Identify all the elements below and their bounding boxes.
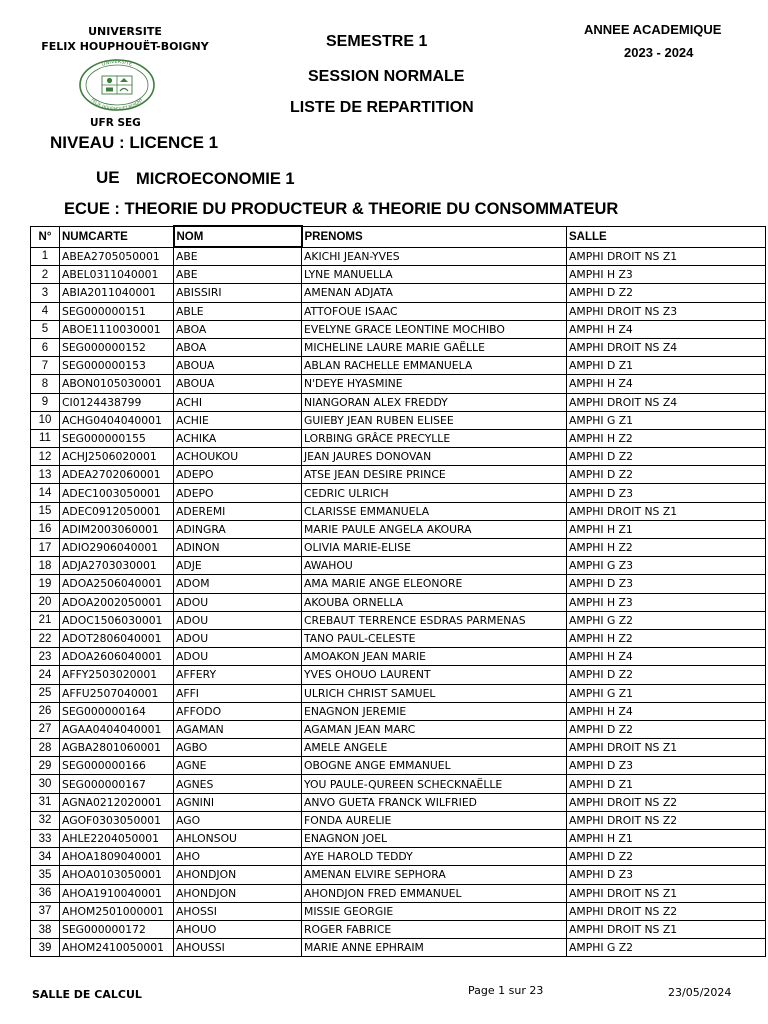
cell-salle: AMPHI D Z1 bbox=[567, 357, 766, 375]
cell-row-number: 13 bbox=[31, 466, 60, 484]
cell-prenoms: AMENAN ELVIRE SEPHORA bbox=[302, 866, 567, 884]
cell-row-number: 34 bbox=[31, 848, 60, 866]
cell-salle: AMPHI G Z2 bbox=[567, 611, 766, 629]
table-row bbox=[31, 357, 766, 375]
cell-numcarte: ADEA2702060001 bbox=[60, 466, 174, 484]
cell-prenoms: AYE HAROLD TEDDY bbox=[302, 848, 567, 866]
cell-salle: AMPHI D Z2 bbox=[567, 284, 766, 302]
university-name bbox=[30, 24, 220, 54]
cell-numcarte: ABON0105030001 bbox=[60, 375, 174, 393]
semestre-title: SEMESTRE 1 bbox=[326, 33, 428, 50]
cell-numcarte: ABEA2705050001 bbox=[60, 247, 174, 266]
cell-salle: AMPHI DROIT NS Z4 bbox=[567, 338, 766, 356]
cell-prenoms: AKICHI JEAN-YVES bbox=[302, 247, 567, 266]
cell-numcarte: ACHJ2506020001 bbox=[60, 448, 174, 466]
cell-salle: AMPHI D Z3 bbox=[567, 866, 766, 884]
cell-prenoms: MISSIE GEORGIE bbox=[302, 902, 567, 920]
cell-nom: ADOU bbox=[174, 629, 302, 647]
column-header-number: N° bbox=[31, 226, 60, 247]
cell-nom: ABOA bbox=[174, 320, 302, 338]
table-row bbox=[31, 884, 766, 902]
cell-nom: AFFI bbox=[174, 684, 302, 702]
cell-salle: AMPHI DROIT NS Z1 bbox=[567, 884, 766, 902]
table-row bbox=[31, 775, 766, 793]
annee-value: 2023 - 2024 bbox=[624, 45, 694, 60]
cell-nom: AHOUO bbox=[174, 920, 302, 938]
cell-prenoms: EVELYNE GRACE LEONTINE MOCHIBO bbox=[302, 320, 567, 338]
cell-numcarte: ADIM2003060001 bbox=[60, 520, 174, 538]
cell-row-number: 3 bbox=[31, 284, 60, 302]
cell-nom: AGNE bbox=[174, 757, 302, 775]
cell-nom: ABOUA bbox=[174, 375, 302, 393]
cell-numcarte: ADOA2002050001 bbox=[60, 593, 174, 611]
cell-salle: AMPHI G Z2 bbox=[567, 939, 766, 957]
cell-nom: AFFODO bbox=[174, 702, 302, 720]
table-row bbox=[31, 793, 766, 811]
table-row bbox=[31, 684, 766, 702]
cell-salle: AMPHI H Z2 bbox=[567, 629, 766, 647]
table-row bbox=[31, 320, 766, 338]
cell-nom: AGNES bbox=[174, 775, 302, 793]
cell-prenoms: AMA MARIE ANGE ELEONORE bbox=[302, 575, 567, 593]
cell-row-number: 29 bbox=[31, 757, 60, 775]
university-seal-icon bbox=[78, 58, 156, 112]
table-row bbox=[31, 720, 766, 738]
cell-numcarte: AHOA1910040001 bbox=[60, 884, 174, 902]
cell-nom: AGO bbox=[174, 811, 302, 829]
table-row bbox=[31, 338, 766, 356]
cell-numcarte: ADJA2703030001 bbox=[60, 557, 174, 575]
cell-numcarte: ADOA2506040001 bbox=[60, 575, 174, 593]
cell-salle: AMPHI G Z1 bbox=[567, 684, 766, 702]
cell-salle: AMPHI D Z1 bbox=[567, 775, 766, 793]
cell-nom: AHLONSOU bbox=[174, 830, 302, 848]
cell-nom: ADEPO bbox=[174, 466, 302, 484]
table-row bbox=[31, 866, 766, 884]
cell-row-number: 20 bbox=[31, 593, 60, 611]
cell-prenoms: AMELE ANGELE bbox=[302, 739, 567, 757]
table-row bbox=[31, 902, 766, 920]
cell-prenoms: LORBING GRÂCE PRECYLLE bbox=[302, 429, 567, 447]
cell-salle: AMPHI H Z4 bbox=[567, 375, 766, 393]
cell-numcarte: ADEC0912050001 bbox=[60, 502, 174, 520]
cell-prenoms: ATTOFOUE ISAAC bbox=[302, 302, 567, 320]
cell-row-number: 31 bbox=[31, 793, 60, 811]
cell-nom: AHOSSI bbox=[174, 902, 302, 920]
table-row bbox=[31, 575, 766, 593]
table-row bbox=[31, 811, 766, 829]
cell-numcarte: CI0124438799 bbox=[60, 393, 174, 411]
cell-prenoms: CEDRIC ULRICH bbox=[302, 484, 567, 502]
cell-numcarte: ADIO2906040001 bbox=[60, 539, 174, 557]
cell-row-number: 1 bbox=[31, 247, 60, 266]
cell-nom: ADOM bbox=[174, 575, 302, 593]
session-title: SESSION NORMALE bbox=[308, 68, 465, 85]
cell-numcarte: SEG000000167 bbox=[60, 775, 174, 793]
cell-row-number: 8 bbox=[31, 375, 60, 393]
table-row bbox=[31, 648, 766, 666]
cell-salle: AMPHI DROIT NS Z1 bbox=[567, 247, 766, 266]
table-row bbox=[31, 411, 766, 429]
cell-numcarte: ADOA2606040001 bbox=[60, 648, 174, 666]
cell-prenoms: CREBAUT TERRENCE ESDRAS PARMENAS bbox=[302, 611, 567, 629]
cell-salle: AMPHI DROIT NS Z2 bbox=[567, 793, 766, 811]
cell-prenoms: MARIE ANNE EPHRAIM bbox=[302, 939, 567, 957]
cell-nom: AHOUSSI bbox=[174, 939, 302, 957]
table-header-row bbox=[31, 226, 766, 247]
ufr-label: UFR SEG bbox=[90, 117, 141, 129]
cell-prenoms: AMOAKON JEAN MARIE bbox=[302, 648, 567, 666]
cell-prenoms: LYNE MANUELLA bbox=[302, 266, 567, 284]
cell-nom: AGAMAN bbox=[174, 720, 302, 738]
liste-title: LISTE DE REPARTITION bbox=[290, 99, 474, 116]
cell-row-number: 6 bbox=[31, 338, 60, 356]
cell-nom: AFFERY bbox=[174, 666, 302, 684]
table-row bbox=[31, 848, 766, 866]
cell-nom: ADEREMI bbox=[174, 502, 302, 520]
cell-row-number: 27 bbox=[31, 720, 60, 738]
cell-salle: AMPHI DROIT NS Z1 bbox=[567, 739, 766, 757]
cell-numcarte: ACHG0404040001 bbox=[60, 411, 174, 429]
cell-prenoms: N'DEYE HYASMINE bbox=[302, 375, 567, 393]
cell-salle: AMPHI D Z2 bbox=[567, 848, 766, 866]
university-line-1: UNIVERSITE bbox=[88, 25, 162, 38]
cell-numcarte: SEG000000166 bbox=[60, 757, 174, 775]
cell-nom: ADOU bbox=[174, 648, 302, 666]
table-row bbox=[31, 629, 766, 647]
cell-nom: ACHIKA bbox=[174, 429, 302, 447]
cell-nom: AGNINI bbox=[174, 793, 302, 811]
cell-prenoms: ABLAN RACHELLE EMMANUELA bbox=[302, 357, 567, 375]
cell-salle: AMPHI H Z4 bbox=[567, 648, 766, 666]
cell-row-number: 24 bbox=[31, 666, 60, 684]
cell-numcarte: SEG000000155 bbox=[60, 429, 174, 447]
cell-row-number: 7 bbox=[31, 357, 60, 375]
cell-salle: AMPHI D Z3 bbox=[567, 575, 766, 593]
table-row bbox=[31, 557, 766, 575]
cell-salle: AMPHI H Z3 bbox=[567, 593, 766, 611]
cell-row-number: 22 bbox=[31, 629, 60, 647]
cell-salle: AMPHI DROIT NS Z3 bbox=[567, 302, 766, 320]
cell-numcarte: SEG000000172 bbox=[60, 920, 174, 938]
cell-salle: AMPHI H Z3 bbox=[567, 266, 766, 284]
cell-numcarte: AGOF0303050001 bbox=[60, 811, 174, 829]
cell-prenoms: AKOUBA ORNELLA bbox=[302, 593, 567, 611]
table-body bbox=[31, 247, 766, 957]
cell-prenoms: MICHELINE LAURE MARIE GAËLLE bbox=[302, 338, 567, 356]
cell-row-number: 15 bbox=[31, 502, 60, 520]
cell-row-number: 14 bbox=[31, 484, 60, 502]
cell-salle: AMPHI DROIT NS Z2 bbox=[567, 902, 766, 920]
cell-prenoms: OBOGNE ANGE EMMANUEL bbox=[302, 757, 567, 775]
cell-prenoms: ATSE JEAN DESIRE PRINCE bbox=[302, 466, 567, 484]
cell-nom: ABISSIRI bbox=[174, 284, 302, 302]
table-row bbox=[31, 739, 766, 757]
cell-nom: ADEPO bbox=[174, 484, 302, 502]
cell-row-number: 2 bbox=[31, 266, 60, 284]
table-row bbox=[31, 920, 766, 938]
cell-salle: AMPHI H Z4 bbox=[567, 702, 766, 720]
cell-nom: ABE bbox=[174, 247, 302, 266]
cell-row-number: 21 bbox=[31, 611, 60, 629]
cell-nom: ABLE bbox=[174, 302, 302, 320]
cell-row-number: 25 bbox=[31, 684, 60, 702]
cell-row-number: 32 bbox=[31, 811, 60, 829]
cell-prenoms: AMENAN ADJATA bbox=[302, 284, 567, 302]
cell-salle: AMPHI DROIT NS Z1 bbox=[567, 920, 766, 938]
cell-prenoms: MARIE PAULE ANGELA AKOURA bbox=[302, 520, 567, 538]
table-row bbox=[31, 284, 766, 302]
cell-prenoms: JEAN JAURES DONOVAN bbox=[302, 448, 567, 466]
cell-salle: AMPHI DROIT NS Z2 bbox=[567, 811, 766, 829]
cell-numcarte: AHOM2501000001 bbox=[60, 902, 174, 920]
cell-row-number: 12 bbox=[31, 448, 60, 466]
cell-salle: AMPHI G Z3 bbox=[567, 557, 766, 575]
cell-prenoms: NIANGORAN ALEX FREDDY bbox=[302, 393, 567, 411]
cell-nom: ACHIE bbox=[174, 411, 302, 429]
cell-salle: AMPHI H Z2 bbox=[567, 429, 766, 447]
table-row bbox=[31, 593, 766, 611]
cell-nom: AGBO bbox=[174, 739, 302, 757]
cell-row-number: 19 bbox=[31, 575, 60, 593]
cell-row-number: 16 bbox=[31, 520, 60, 538]
cell-nom: ACHI bbox=[174, 393, 302, 411]
table-row bbox=[31, 502, 766, 520]
column-header-salle: SALLE bbox=[567, 226, 766, 247]
cell-nom: ACHOUKOU bbox=[174, 448, 302, 466]
cell-prenoms: AGAMAN JEAN MARC bbox=[302, 720, 567, 738]
cell-prenoms: ROGER FABRICE bbox=[302, 920, 567, 938]
cell-prenoms: ULRICH CHRIST SAMUEL bbox=[302, 684, 567, 702]
cell-row-number: 36 bbox=[31, 884, 60, 902]
cell-numcarte: ADOT2806040001 bbox=[60, 629, 174, 647]
cell-row-number: 28 bbox=[31, 739, 60, 757]
cell-numcarte: AGBA2801060001 bbox=[60, 739, 174, 757]
cell-row-number: 37 bbox=[31, 902, 60, 920]
cell-row-number: 38 bbox=[31, 920, 60, 938]
cell-numcarte: AHLE2204050001 bbox=[60, 830, 174, 848]
cell-numcarte: SEG000000164 bbox=[60, 702, 174, 720]
cell-numcarte: ABIA2011040001 bbox=[60, 284, 174, 302]
table-row bbox=[31, 466, 766, 484]
table-row bbox=[31, 302, 766, 320]
cell-numcarte: ADEC1003050001 bbox=[60, 484, 174, 502]
table-row bbox=[31, 393, 766, 411]
ecue-title: ECUE : THEORIE DU PRODUCTEUR & THEORIE DU CONSOMMATEUR bbox=[64, 200, 619, 218]
cell-numcarte: AFFU2507040001 bbox=[60, 684, 174, 702]
table-row bbox=[31, 539, 766, 557]
table-row bbox=[31, 448, 766, 466]
cell-numcarte: AFFY2503020001 bbox=[60, 666, 174, 684]
table-row bbox=[31, 702, 766, 720]
cell-salle: AMPHI DROIT NS Z4 bbox=[567, 393, 766, 411]
cell-row-number: 23 bbox=[31, 648, 60, 666]
cell-row-number: 39 bbox=[31, 939, 60, 957]
cell-numcarte: SEG000000152 bbox=[60, 338, 174, 356]
cell-numcarte: ADOC1506030001 bbox=[60, 611, 174, 629]
cell-salle: AMPHI D Z2 bbox=[567, 720, 766, 738]
niveau-label: NIVEAU : LICENCE 1 bbox=[50, 133, 219, 152]
cell-prenoms: FONDA AURELIE bbox=[302, 811, 567, 829]
cell-row-number: 30 bbox=[31, 775, 60, 793]
table-row bbox=[31, 375, 766, 393]
cell-salle: AMPHI DROIT NS Z1 bbox=[567, 502, 766, 520]
cell-salle: AMPHI D Z2 bbox=[567, 448, 766, 466]
table-row bbox=[31, 830, 766, 848]
cell-row-number: 35 bbox=[31, 866, 60, 884]
cell-nom: AHO bbox=[174, 848, 302, 866]
table-row bbox=[31, 247, 766, 266]
ue-value: MICROECONOMIE 1 bbox=[136, 170, 295, 188]
cell-salle: AMPHI H Z2 bbox=[567, 539, 766, 557]
cell-row-number: 10 bbox=[31, 411, 60, 429]
seal-text-top: UNIVERSITE bbox=[100, 58, 134, 68]
cell-row-number: 5 bbox=[31, 320, 60, 338]
column-header-nom: NOM bbox=[174, 226, 302, 247]
table-row bbox=[31, 666, 766, 684]
cell-row-number: 11 bbox=[31, 429, 60, 447]
cell-row-number: 18 bbox=[31, 557, 60, 575]
cell-prenoms: YVES OHOUO LAURENT bbox=[302, 666, 567, 684]
cell-salle: AMPHI D Z2 bbox=[567, 466, 766, 484]
cell-nom: ADINON bbox=[174, 539, 302, 557]
cell-prenoms: ENAGNON JEREMIE bbox=[302, 702, 567, 720]
annee-label: ANNEE ACADEMIQUE bbox=[584, 22, 722, 37]
cell-numcarte: AGAA0404040001 bbox=[60, 720, 174, 738]
footer-page-number: Page 1 sur 23 bbox=[468, 984, 544, 997]
cell-numcarte: AHOA0103050001 bbox=[60, 866, 174, 884]
cell-row-number: 4 bbox=[31, 302, 60, 320]
cell-salle: AMPHI H Z4 bbox=[567, 320, 766, 338]
university-line-2: FELIX HOUPHOUËT-BOIGNY bbox=[41, 40, 209, 53]
cell-prenoms: YOU PAULE-QUREEN SCHECKNAËLLE bbox=[302, 775, 567, 793]
cell-salle: AMPHI G Z1 bbox=[567, 411, 766, 429]
cell-numcarte: AGNA0212020001 bbox=[60, 793, 174, 811]
cell-nom: ABOUA bbox=[174, 357, 302, 375]
cell-numcarte: ABOE1110030001 bbox=[60, 320, 174, 338]
ue-label: UE bbox=[96, 168, 120, 187]
cell-prenoms: ANVO GUETA FRANCK WILFRIED bbox=[302, 793, 567, 811]
cell-row-number: 9 bbox=[31, 393, 60, 411]
cell-prenoms: OLIVIA MARIE-ELISE bbox=[302, 539, 567, 557]
cell-prenoms: GUIEBY JEAN RUBEN ELISEE bbox=[302, 411, 567, 429]
cell-row-number: 26 bbox=[31, 702, 60, 720]
seal-text-bottom: FELIX HOUPHOUET-BOIGNY bbox=[90, 97, 144, 112]
table-row bbox=[31, 757, 766, 775]
cell-salle: AMPHI D Z2 bbox=[567, 666, 766, 684]
footer-room: SALLE DE CALCUL bbox=[32, 988, 142, 1001]
cell-numcarte: SEG000000153 bbox=[60, 357, 174, 375]
column-header-prenoms: PRENOMS bbox=[302, 226, 567, 247]
table-row bbox=[31, 939, 766, 957]
cell-salle: AMPHI D Z3 bbox=[567, 484, 766, 502]
cell-nom: ADJE bbox=[174, 557, 302, 575]
cell-row-number: 17 bbox=[31, 539, 60, 557]
cell-salle: AMPHI H Z1 bbox=[567, 520, 766, 538]
cell-nom: ADOU bbox=[174, 611, 302, 629]
table-row bbox=[31, 611, 766, 629]
footer-date: 23/05/2024 bbox=[668, 986, 732, 999]
cell-prenoms: ENAGNON JOEL bbox=[302, 830, 567, 848]
cell-prenoms: CLARISSE EMMANUELA bbox=[302, 502, 567, 520]
cell-prenoms: AWAHOU bbox=[302, 557, 567, 575]
table-row bbox=[31, 520, 766, 538]
cell-prenoms: TANO PAUL-CELESTE bbox=[302, 629, 567, 647]
table-row bbox=[31, 484, 766, 502]
cell-nom: AHONDJON bbox=[174, 884, 302, 902]
repartition-table bbox=[30, 225, 766, 957]
cell-nom: ABOA bbox=[174, 338, 302, 356]
cell-prenoms: AHONDJON FRED EMMANUEL bbox=[302, 884, 567, 902]
column-header-numcarte: NUMCARTE bbox=[60, 226, 174, 247]
table-row bbox=[31, 266, 766, 284]
cell-nom: ADOU bbox=[174, 593, 302, 611]
cell-row-number: 33 bbox=[31, 830, 60, 848]
cell-numcarte: AHOM2410050001 bbox=[60, 939, 174, 957]
cell-numcarte: AHOA1809040001 bbox=[60, 848, 174, 866]
cell-nom: AHONDJON bbox=[174, 866, 302, 884]
cell-nom: ADINGRA bbox=[174, 520, 302, 538]
cell-numcarte: SEG000000151 bbox=[60, 302, 174, 320]
cell-salle: AMPHI H Z1 bbox=[567, 830, 766, 848]
table-row bbox=[31, 429, 766, 447]
cell-nom: ABE bbox=[174, 266, 302, 284]
cell-salle: AMPHI D Z3 bbox=[567, 757, 766, 775]
cell-numcarte: ABEL0311040001 bbox=[60, 266, 174, 284]
